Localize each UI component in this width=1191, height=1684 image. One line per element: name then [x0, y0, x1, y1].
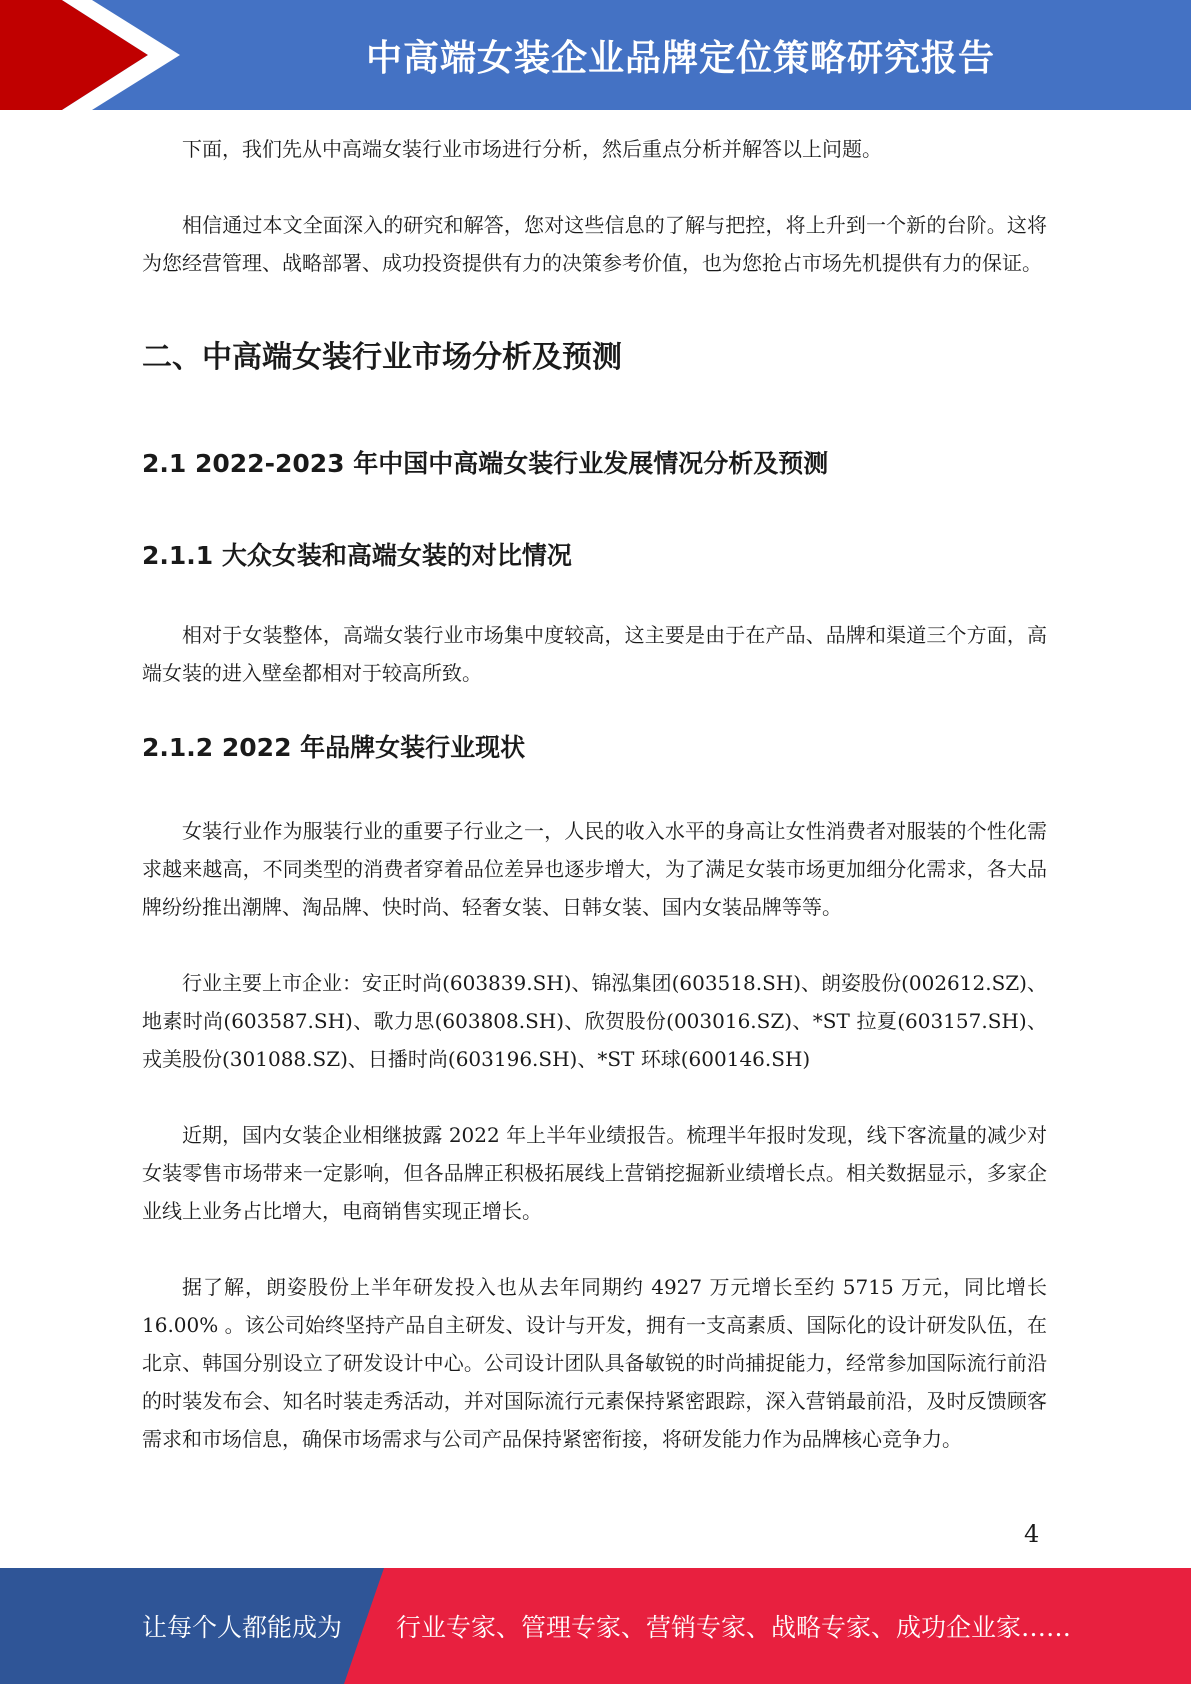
header-title: 中高端女装企业品牌定位策略研究报告	[365, 37, 995, 79]
paragraph-2-1-1: 相对于女装整体，高端女装行业市场集中度较高，这主要是由于在产品、品牌和渠道三个方面，高端女装的进入壁垒都相对于较高所致。	[142, 623, 1047, 685]
subsection-heading-2-1-1: 2.1.1 大众女装和高端女装的对比情况	[142, 541, 572, 570]
footer-slogan-right: 行业专家、管理专家、营销专家、战略专家、成功企业家……	[396, 1613, 1072, 1642]
paragraph-2-1-2-b: 行业主要上市企业：安正时尚(603839.SH)、锦泓集团(603518.SH)、朗姿股份(002612.SZ)、地素时尚(603587.SH)、歌力思(603808.SH)、欣贺股份(003016.SZ)、*ST 拉夏(603157.SH)、戎美股份(301088.SZ)、日播时尚(603196.SH)、*ST 环球(600146.SH)	[142, 971, 1047, 1071]
subsection-heading-2-1: 2.1 2022-2023 年中国中高端女装行业发展情况分析及预测	[142, 449, 829, 478]
page-number: 4	[1024, 1520, 1040, 1548]
footer-slogan-left: 让每个人都能成为	[142, 1613, 343, 1642]
subsection-heading-2-1-2: 2.1.2 2022 年品牌女装行业现状	[142, 733, 526, 762]
paragraph-2-1-2-c: 近期，国内女装企业相继披露 2022 年上半年业绩报告。梳理半年报时发现，线下客流量的减少对女装零售市场带来一定影响，但各品牌正积极拓展线上营销挖掘新业绩增长点。相关数据显示，多家企业线上业务占比增大，电商销售实现正增长。	[142, 1123, 1047, 1223]
paragraph-2-1-2-d: 据了解，朗姿股份上半年研发投入也从去年同期约 4927 万元增长至约 5715 万元，同比增长 16.00% 。该公司始终坚持产品自主研发、设计与开发，拥有一支高素质、国际化的设计研发队伍，在北京、韩国分别设立了研发设计中心。公司设计团队具备敏锐的时尚捕捉能力，经常参加国际流行前沿的时装发布会、知名时装走秀活动，并对国际流行元素保持紧密跟踪，深入营销最前沿，及时反馈顾客需求和市场信息，确保市场需求与公司产品保持紧密衔接，将研发能力作为品牌核心竞争力。	[142, 1275, 1047, 1451]
paragraph-intro-1: 下面，我们先从中高端女装行业市场进行分析，然后重点分析并解答以上问题。	[182, 137, 882, 161]
paragraph-2-1-2-a: 女装行业作为服装行业的重要子行业之一，人民的收入水平的身高让女性消费者对服装的个性化需求越来越高，不同类型的消费者穿着品位差异也逐步增大，为了满足女装市场更加细分化需求，各大品牌纷纷推出潮牌、淘品牌、快时尚、轻奢女装、日韩女装、国内女装品牌等等。	[142, 819, 1047, 919]
paragraph-intro-2: 相信通过本文全面深入的研究和解答，您对这些信息的了解与把控，将上升到一个新的台阶。这将为您经营管理、战略部署、成功投资提供有力的决策参考价值，也为您抢占市场先机提供有力的保证。	[142, 213, 1047, 275]
section-heading-2: 二、中高端女装行业市场分析及预测	[142, 340, 622, 375]
document-body	[142, 130, 1047, 1458]
page-header	[0, 0, 1191, 110]
page-footer	[0, 1568, 1191, 1684]
